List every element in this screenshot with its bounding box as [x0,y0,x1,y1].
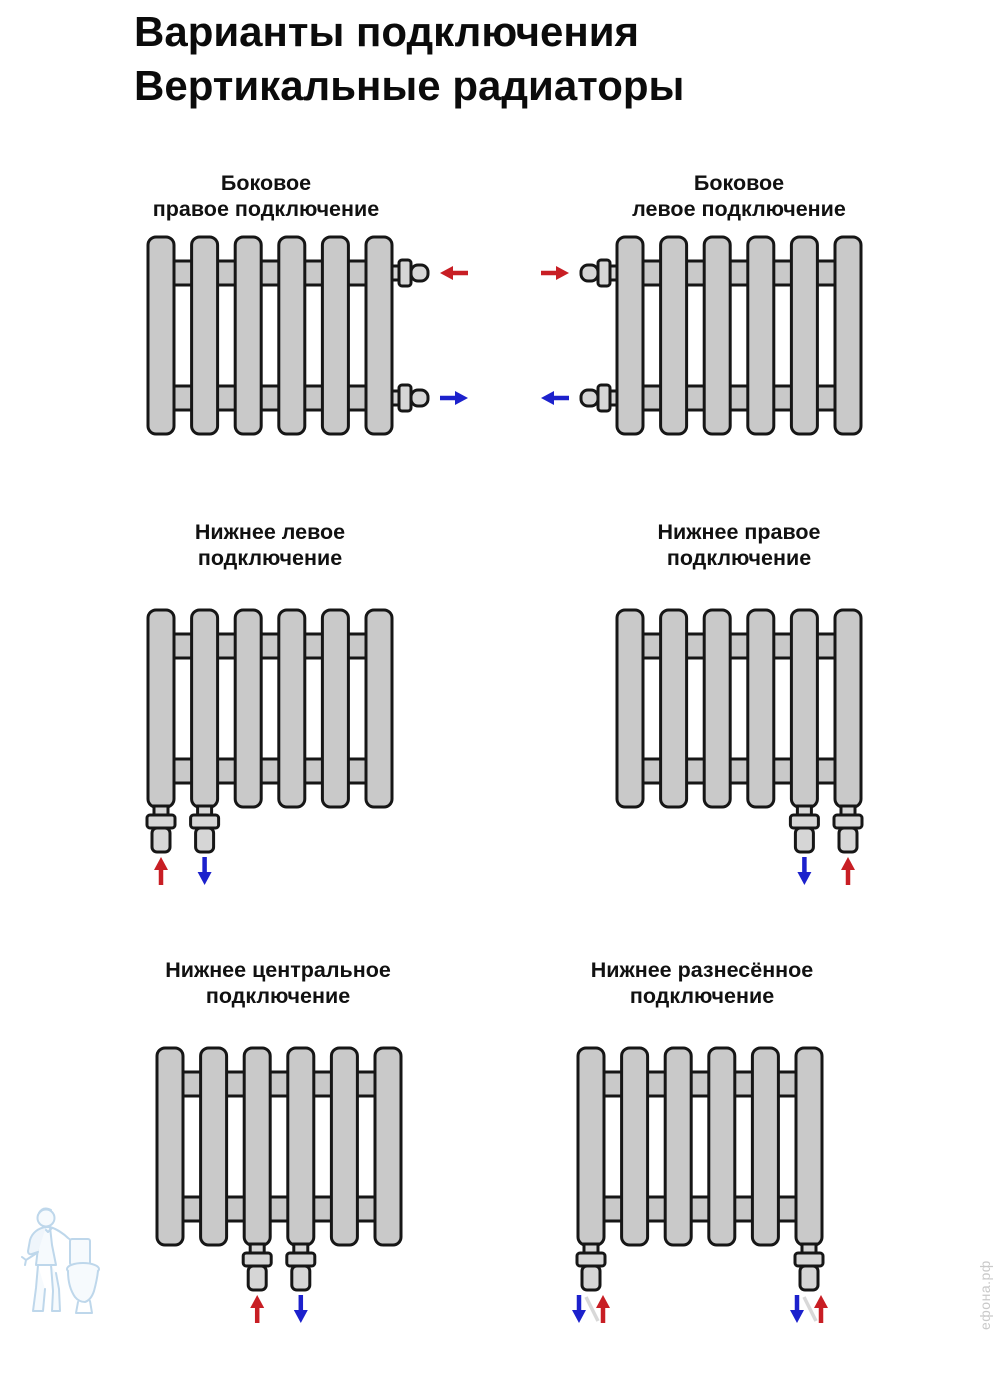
plumber-logo-watermark [15,1203,120,1336]
site-watermark-text: ефона.рф [977,1260,993,1330]
radiator-svg-bottom-left [38,604,502,937]
radiator-diagram-bottom-right [507,604,971,937]
page-title-line1: Варианты подключения [134,8,640,55]
radiator-diagram-bottom-spread [468,1042,932,1375]
label-side-left: Боковое левое подключение [632,171,846,221]
radiator-svg-bottom-spread [468,1042,932,1375]
label-bottom-right: Нижнее правое подключение [657,520,821,570]
label-side-right: Боковое правое подключение [152,171,380,221]
label-bottom-spread: Нижнее разнесённое подключение [590,958,814,1008]
page-title [134,5,684,113]
page-title-line2: Вертикальные радиаторы [134,62,685,109]
label-bottom-center: Нижнее центральное подключение [165,958,391,1008]
radiator-diagram-side-right [38,231,502,564]
radiator-diagram-bottom-left [38,604,502,937]
radiator-svg-bottom-right [507,604,971,937]
radiator-svg-side-right [38,231,502,564]
radiator-diagram-side-left [507,231,971,564]
radiator-svg-side-left [507,231,971,564]
label-bottom-left: Нижнее левое подключение [194,520,346,570]
